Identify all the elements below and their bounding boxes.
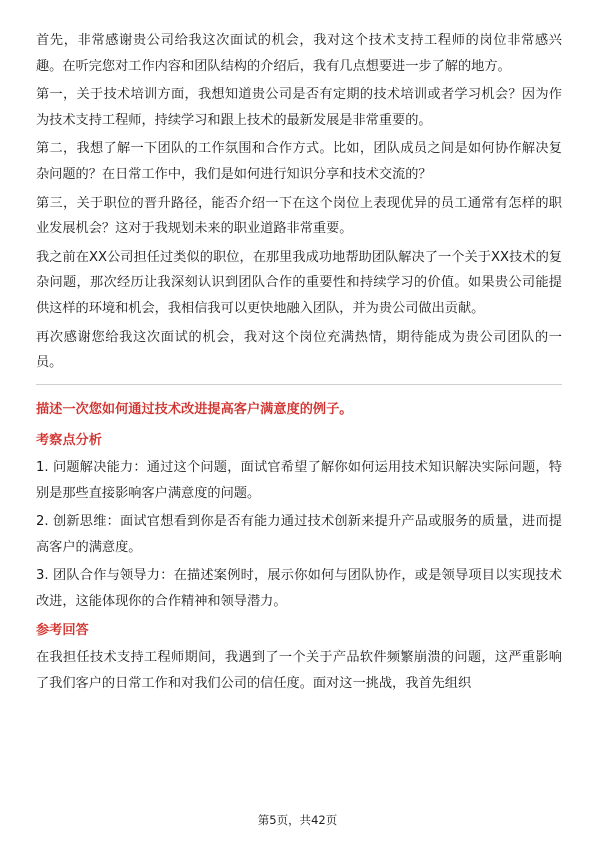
analysis-heading: 考察点分析 [36,433,102,449]
document-page [36,28,562,699]
interview-question: 描述一次您如何通过技术改进提高客户满意度的例子。 [36,401,353,417]
page-number-footer: 第5页，共42页 [257,813,338,827]
analysis-item: 2. 创新思维：面试官想看到你是否有能力通过技术创新来提升产品或服务的质量，进而提高客户的满意度。 [36,514,562,555]
intro-paragraph: 我之前在XX公司担任过类似的职位，在那里我成功地帮助团队解决了一个关于XX技术的复杂问题，那次经历让我深刻认识到团队合作的重要性和持续学习的价值。如果贵公司能提供这样的环境和机会，我相信我可以更快地融入团队，并为贵公司做出贡献。 [36,249,562,316]
intro-paragraph: 首先，非常感谢贵公司给我这次面试的机会，我对这个技术支持工程师的岗位非常感兴趣。在听完您对工作内容和团队结构的介绍后，我有几点想要进一步了解的地方。 [36,33,562,74]
intro-paragraph: 第三，关于职位的晋升路径，能否介绍一下在这个岗位上表现优异的员工通常有怎样的职业发展机会？这对于我规划未来的职业道路非常重要。 [36,195,562,237]
analysis-item: 3. 团队合作与领导力：在描述案例时，展示你如何与团队协作，或是领导项目以实现技术改进，这能体现你的合作精神和领导潜力。 [36,568,562,609]
answer-heading: 参考回答 [36,623,89,639]
analysis-item: 1. 问题解决能力：通过这个问题，面试官希望了解你如何运用技术知识解决实际问题，特别是那些直接影响客户满意度的问题。 [36,459,562,501]
answer-paragraph: 在我担任技术支持工程师期间，我遇到了一个关于产品软件频繁崩溃的问题，这严重影响了我们客户的日常工作和对我们公司的信任度。面对这一挑战，我首先组织 [36,650,562,691]
section-divider [36,384,562,385]
intro-paragraph: 再次感谢您给我这次面试的机会，我对这个岗位充满热情，期待能成为贵公司团队的一员。 [36,329,562,371]
intro-paragraph: 第二，我想了解一下团队的工作氛围和合作方式。比如，团队成员之间是如何协作解决复杂问题的？在日常工作中，我们是如何进行知识分享和技术交流的？ [36,141,562,182]
intro-paragraph: 第一，关于技术培训方面，我想知道贵公司是否有定期的技术培训或者学习机会？因为作为技术支持工程师，持续学习和跟上技术的最新发展是非常重要的。 [36,87,562,128]
